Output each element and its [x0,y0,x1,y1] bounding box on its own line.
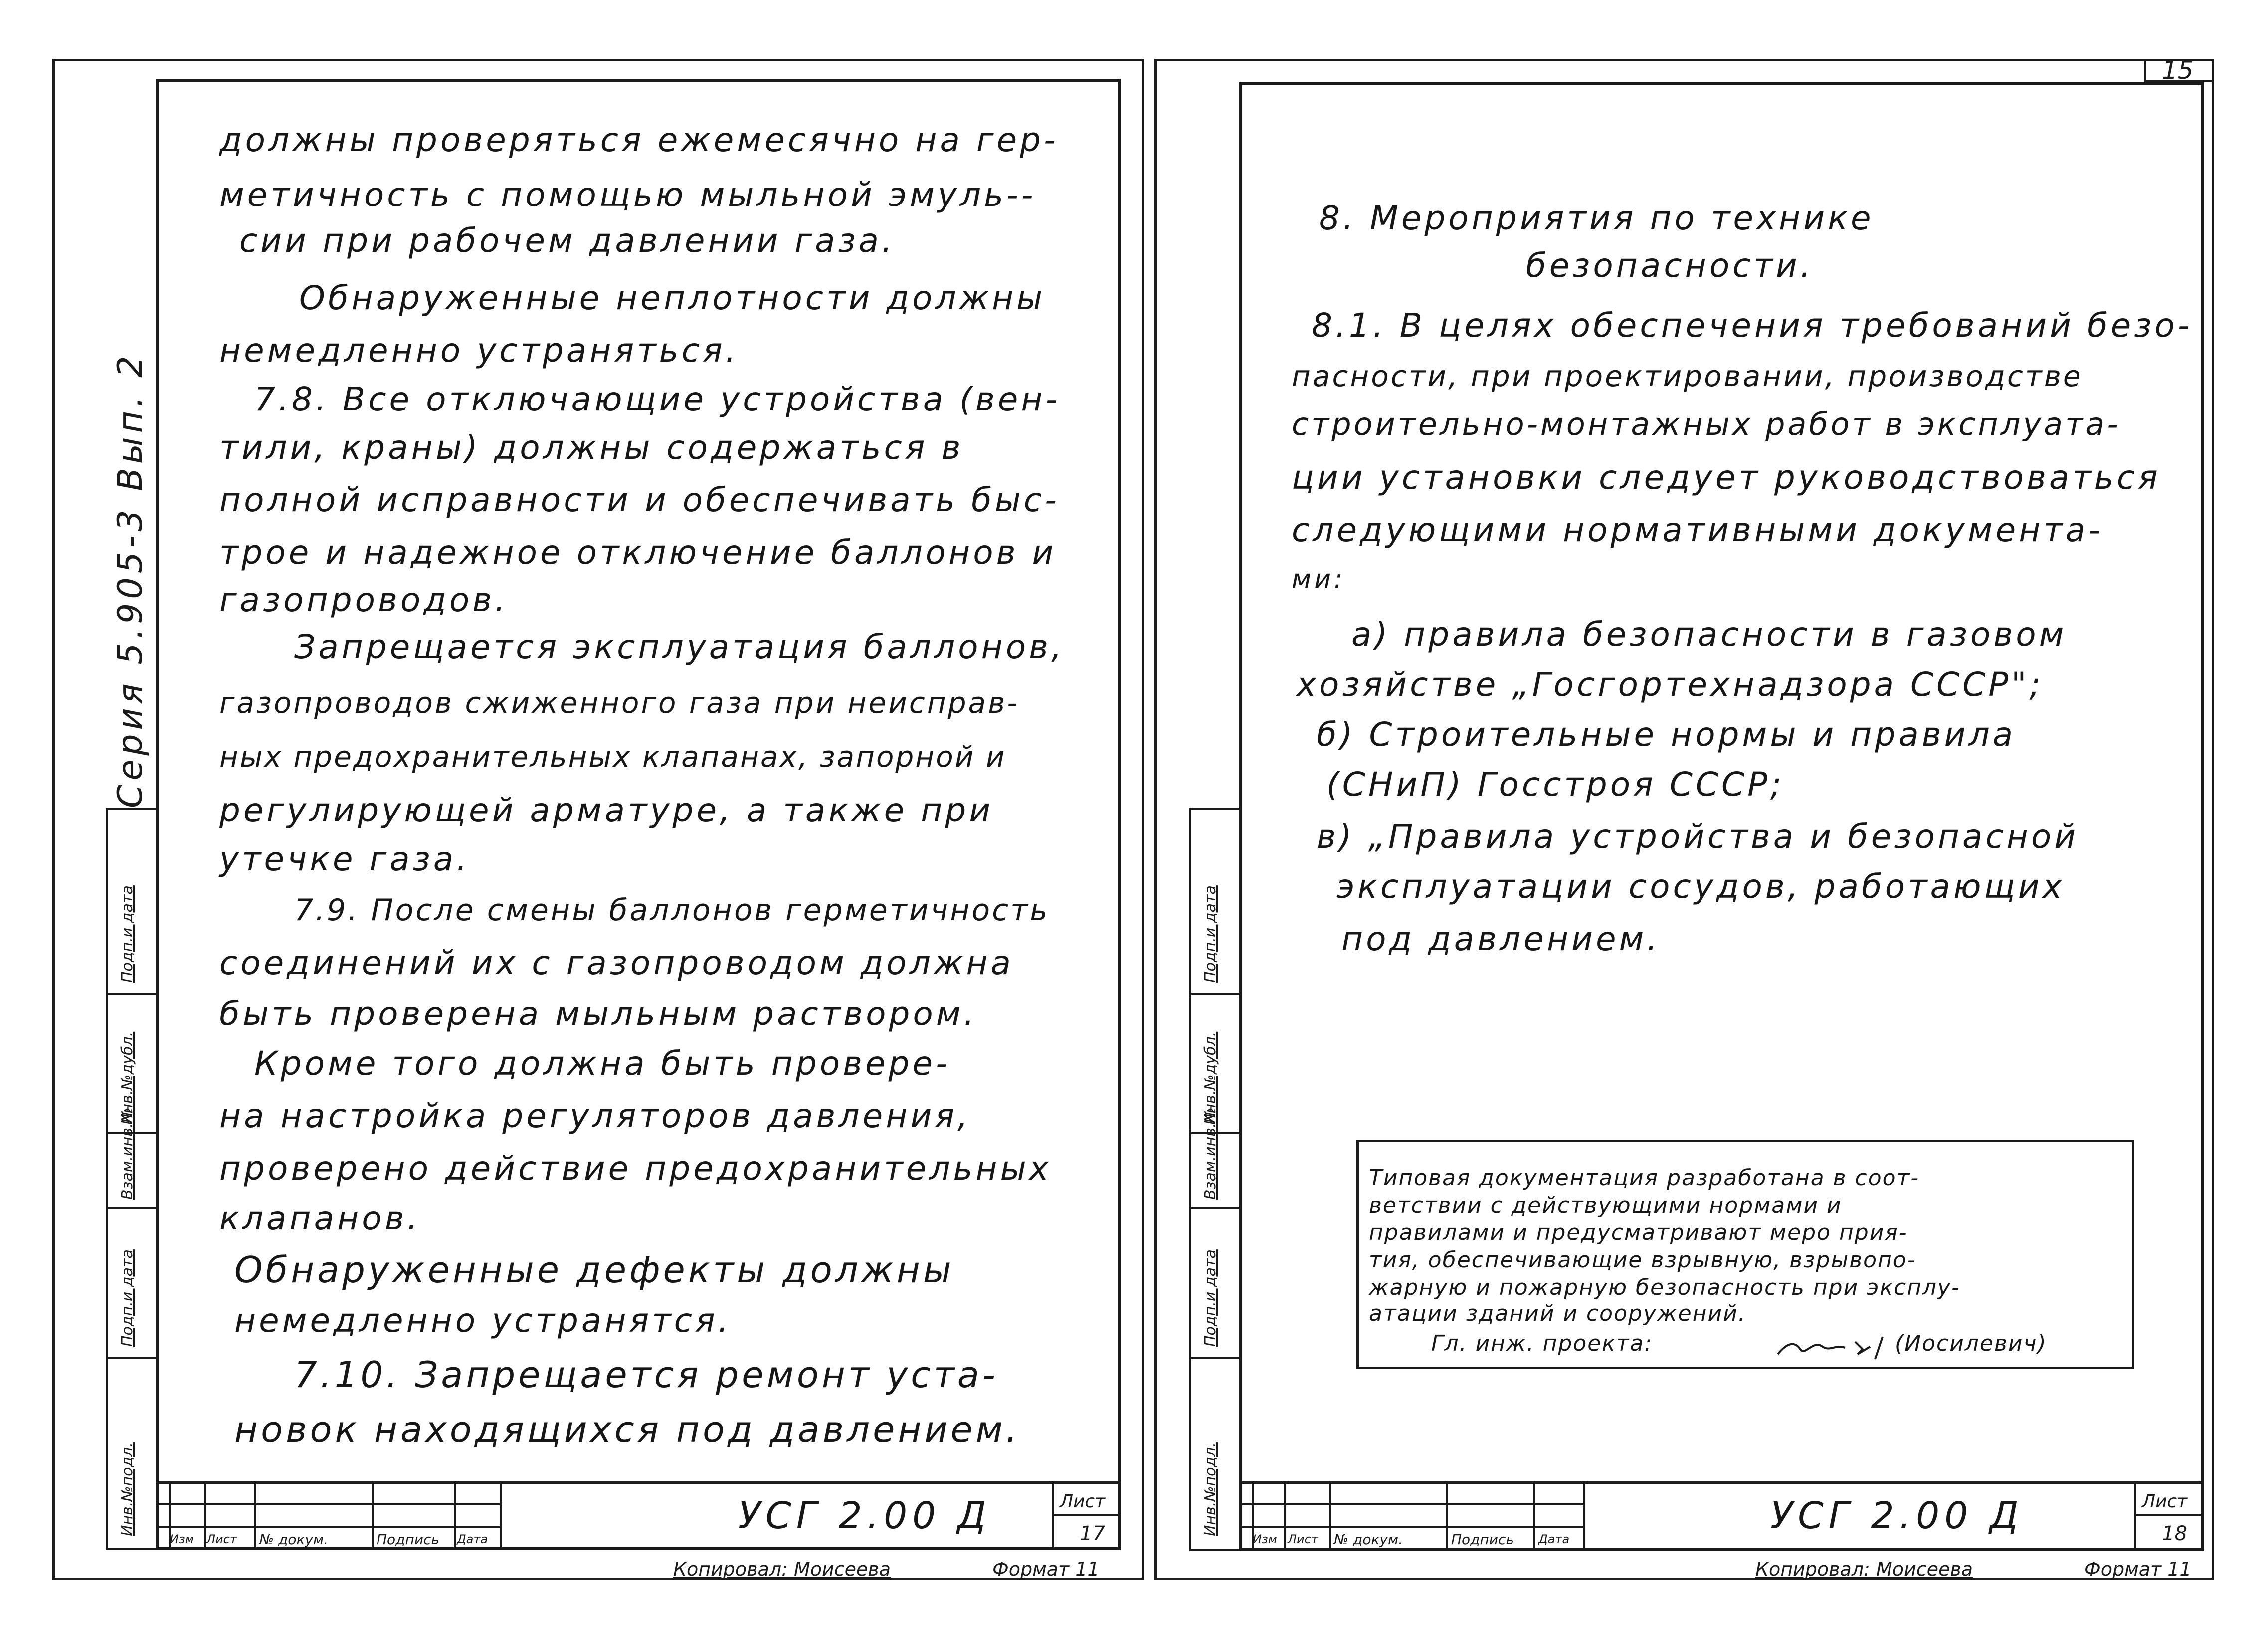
left-footer-format: Формат 11 [992,1558,1100,1580]
left-line-12: газопроводов сжиженного газа при неисправ- [219,686,1020,720]
page-number: 15 [2162,56,2194,85]
right-sheet-number: 18 [2162,1522,2187,1545]
right-sheet-label: Лист [2142,1491,2188,1512]
left-line-15: утечке газа. [219,840,470,878]
left-line-16: 7.9. После смены баллонов герметичность [294,893,1050,928]
left-line-7: тили, краны) должны содержаться в [219,428,964,467]
left-stamp-inv-dubl: Инв.№дубл. [119,1031,136,1125]
left-col-izm: Изм [170,1532,194,1546]
right-col-date: Дата [1538,1532,1570,1546]
right-col-doc: № докум. [1334,1531,1403,1548]
right-line-7: а) правила безопасности в газовом [1351,615,2067,654]
left-line-13: ных предохранительных клапанах, запорной и [219,740,1006,774]
right-footer-format: Формат 11 [2084,1558,2192,1580]
right-line-9: б) Строительные нормы и правила [1317,715,2016,754]
left-line-14: регулирующей арматуре, а также при [219,791,994,829]
note-line-4: тия, обеспечивающие взрывную, взрывопо- [1369,1247,1916,1273]
left-col-date: Дата [457,1532,488,1546]
right-line-5: следующими нормативными документа- [1292,511,2104,549]
note-line-3: правилами и предусматривают меро прия- [1369,1220,1908,1245]
left-line-9: трое и надежное отключение баллонов и [219,533,1057,572]
left-line-10: газопроводов. [219,581,509,619]
left-line-17: соединений их с газопроводом должна [219,944,1014,982]
note-line-5: жарную и пожарную безопасность при эксплу- [1369,1275,1960,1300]
right-line-6: ми: [1292,564,1346,594]
right-line-12: эксплуатации сосудов, работающих [1336,867,2065,906]
right-stamp-inv-podl: Инв.№подл. [1202,1442,1219,1536]
left-line-25: 7.10. Запрещается ремонт уста- [294,1354,998,1396]
right-footer-copied: Копировал: Моисеева [1755,1558,1973,1580]
right-line-3: строительно-монтажных работ в эксплуата- [1292,406,2121,442]
left-line-21: проверено действие предохранительных [219,1149,1052,1188]
left-line-19: Кроме того должна быть провере- [254,1044,950,1083]
note-line-2: ветствии с действующими нормами и [1369,1193,1842,1218]
right-line-13: под давлением. [1341,920,1661,958]
right-line-1: 8.1. В целях обеспечения требований безо- [1312,306,2193,345]
right-stamp-inv-dubl: Инв.№дубл. [1202,1031,1219,1125]
left-line-22: клапанов. [219,1199,421,1237]
signature-scribble [1775,1327,1895,1362]
section-heading-line-2: безопасности. [1526,246,1814,285]
note-line-1: Типовая документация разработана в соот- [1369,1165,1920,1191]
left-line-26: новок находящихся под давлением. [234,1409,1020,1450]
left-line-3: сии при рабочем давлении газа. [239,221,896,260]
right-col-izm: Изм [1253,1532,1277,1546]
right-line-4: ции установки следует руководствоваться [1292,458,2161,497]
right-line-2: пасности, при проектировании, производстве [1292,359,2083,393]
signature-name: (Иосилевич) [1895,1331,2047,1356]
right-col-list: Лист [1288,1532,1318,1546]
left-sheet-number: 17 [1080,1522,1105,1545]
left-col-sign: Подпись [377,1531,439,1548]
left-line-1: должны проверяться ежемесячно на гер- [219,121,1059,159]
right-stamp-podp-data-1: Подп.и дата [1202,1249,1219,1347]
signature-label: Гл. инж. проекта: [1431,1331,1653,1356]
right-col-sign: Подпись [1451,1531,1514,1548]
left-footer-copied: Копировал: Моисеева [673,1558,891,1580]
left-stamp-vzam-inv: Взам.инв.№ [119,1107,136,1200]
left-doc-code: УСГ 2.00 Д [738,1494,991,1537]
note-line-6: атации зданий и сооружений. [1369,1301,1746,1326]
left-line-5: немедленно устраняться. [219,331,739,370]
left-stamp-podp-data-2: Подп.и дата [119,885,136,983]
left-line-6: 7.8. Все отключающие устройства (вен- [254,380,1061,418]
section-heading-line-1: 8. Мероприятия по технике [1319,199,1874,237]
right-stamp-vzam-inv: Взам.инв.№ [1202,1107,1219,1200]
right-stamp-podp-data-2: Подп.и дата [1202,885,1219,983]
left-stamp-inv-podl: Инв.№подл. [119,1442,136,1536]
left-line-11: Запрещается эксплуатация баллонов, [294,628,1065,666]
left-line-23: Обнаруженные дефекты должны [234,1249,954,1291]
left-line-18: быть проверена мыльным раствором. [219,995,977,1033]
right-line-10: (СНиП) Госстроя СССР; [1326,765,1785,804]
right-doc-code: УСГ 2.00 Д [1770,1494,2024,1537]
left-sheet-label: Лист [1060,1491,1106,1512]
left-line-24: немедленно устранятся. [234,1301,732,1340]
left-line-8: полной исправности и обеспечивать быс- [219,481,1060,519]
left-line-2: метичность с помощью мыльной эмуль-- [219,176,1036,214]
right-line-8: хозяйстве „Госгортехнадзора СССР"; [1297,665,2044,704]
left-col-doc: № докум. [259,1531,329,1548]
series-label: Серия 5.905-3 Вып. 2 [111,352,150,808]
left-stamp-podp-data-1: Подп.и дата [119,1249,136,1347]
left-col-list: Лист [206,1532,237,1546]
left-line-20: на настройка регуляторов давления, [219,1097,971,1135]
left-line-4: Обнаруженные неплотности должны [299,279,1046,317]
right-line-11: в) „Правила устройства и безопасной [1317,817,2079,856]
